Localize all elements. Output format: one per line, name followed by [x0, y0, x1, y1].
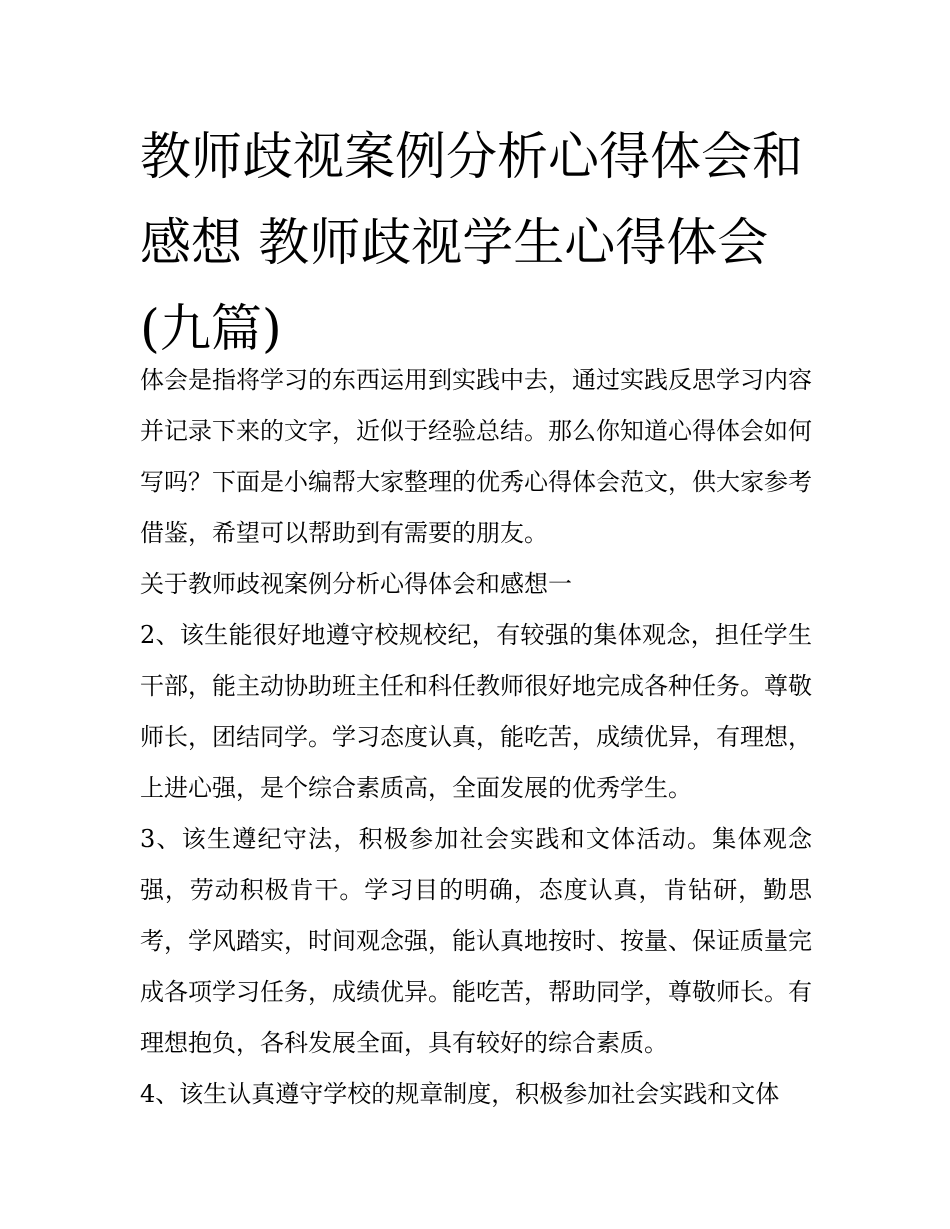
body-paragraph: 3、该生遵纪守法，积极参加社会实践和文体活动。集体观念强，劳动积极肯干。学习目的明确，态度认真，肯钻研，勤思考，学风踏实，时间观念强，能认真地按时、按量、保证质量完成各项学习任务，成绩优异。能吃苦，帮助同学，尊敬师长。有理想抱负，各科发展全面，具有较好的综合素质。	[140, 825, 812, 1057]
intro-paragraph: 体会是指将学习的东西运用到实践中去，通过实践反思学习内容并记录下来的文字，近似于经验总结。那么你知道心得体会如何写吗？下面是小编帮大家整理的优秀心得体会范文，供大家参考借鉴，希望可以帮助到有需要的朋友。	[140, 366, 812, 547]
body-paragraph: 2、该生能很好地遵守校规校纪，有较强的集体观念，担任学生干部，能主动协助班主任和科任教师很好地完成各种任务。尊敬师长，团结同学。学习态度认真，能吃苦，成绩优异，有理想，上进心强，是个综合素质高，全面发展的优秀学生。	[140, 621, 812, 802]
section-heading: 关于教师歧视案例分析心得体会和感想一	[140, 570, 572, 598]
body-paragraph: 4、该生认真遵守学校的规章制度，积极参加社会实践和文体	[140, 1080, 780, 1108]
document-title: 教师歧视案例分析心得体会和感想 教师歧视学生心得体会(九篇)	[140, 128, 804, 359]
document-body	[140, 355, 812, 1120]
